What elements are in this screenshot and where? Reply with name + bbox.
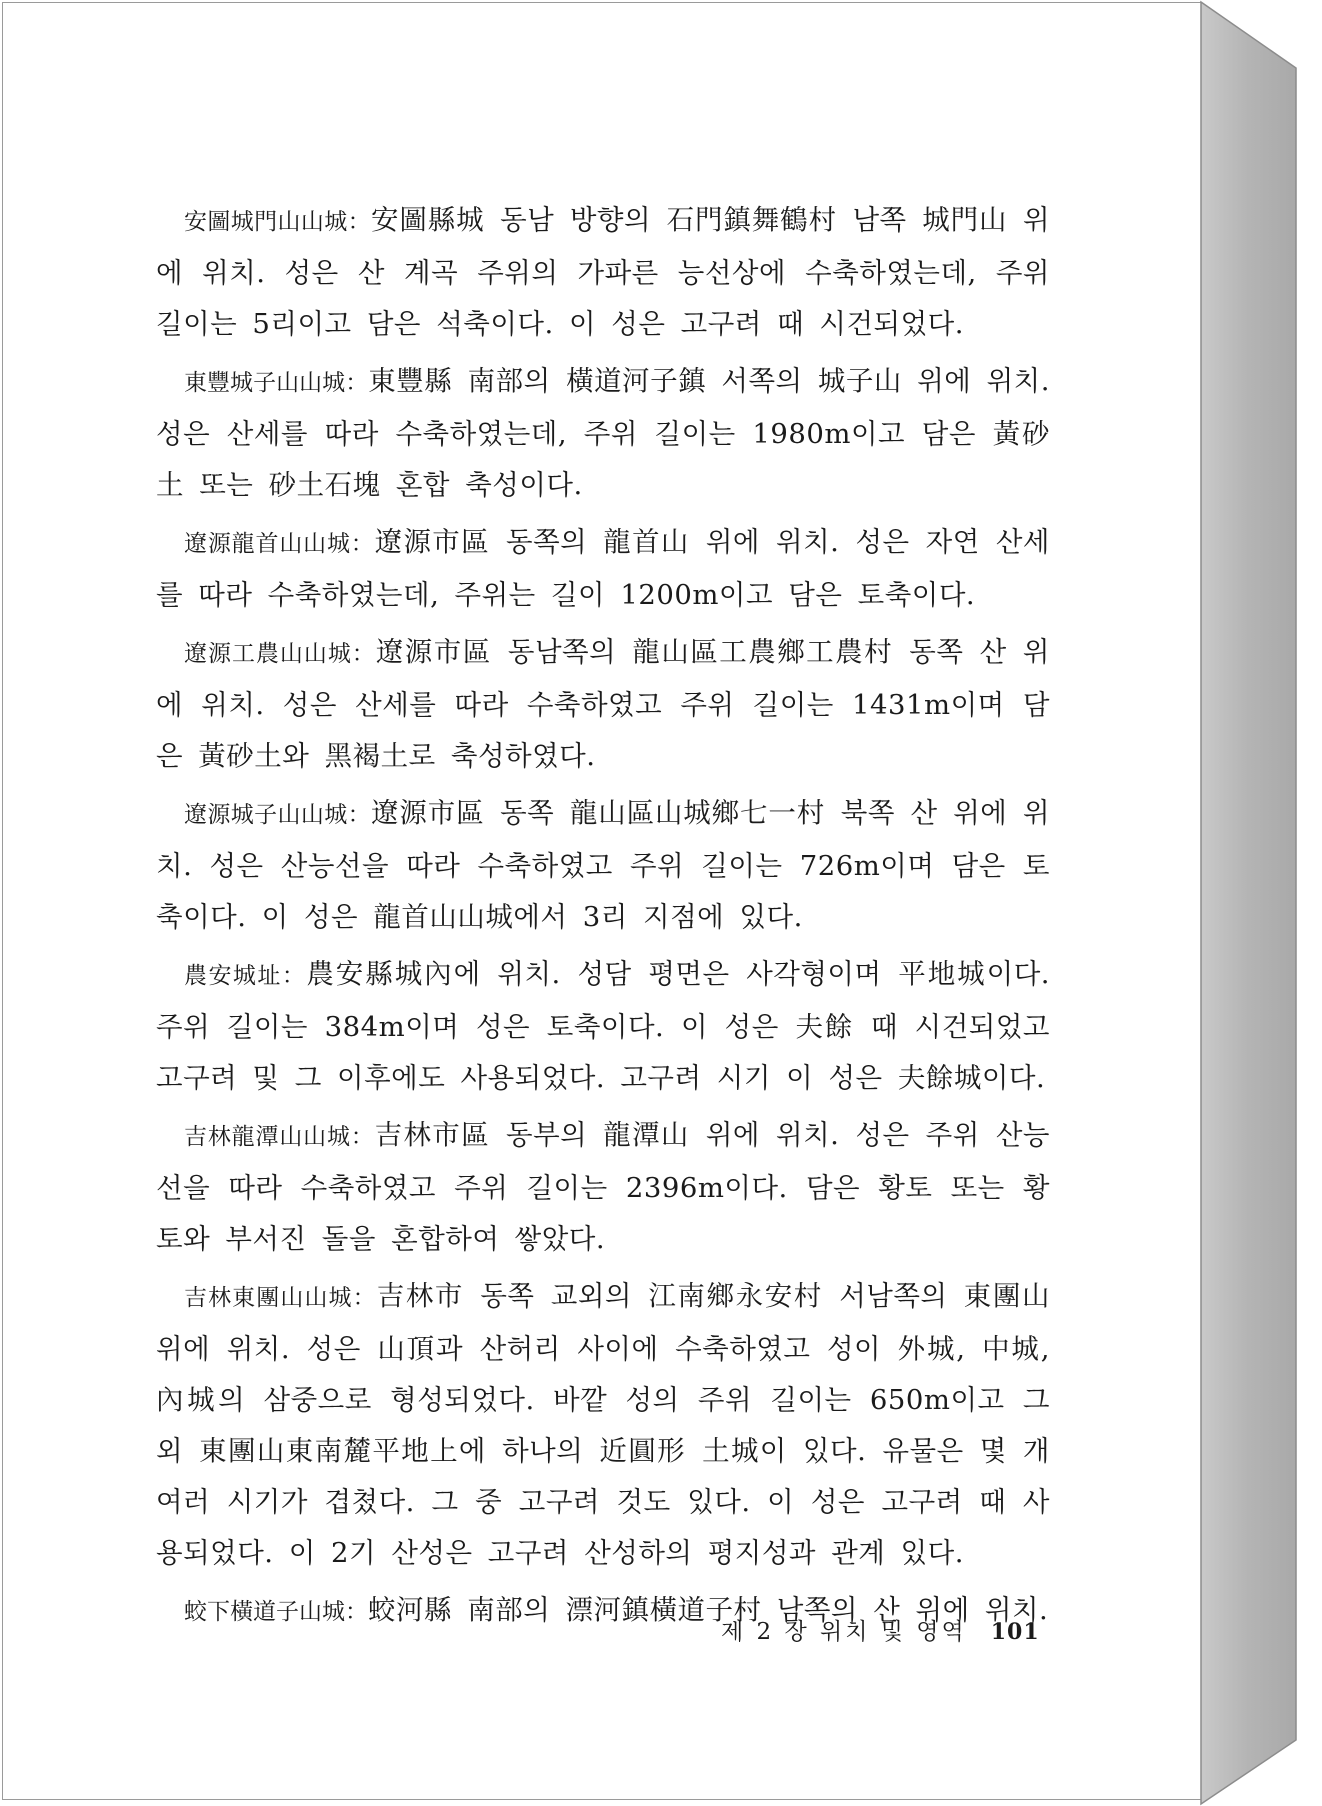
entry-anto-seongmun [156,195,1050,350]
entry-text: 遼源市區 동쪽 龍山區山城鄉七一村 북쪽 산 위에 위치. 성은 산능선을 따라 수축하였고 주위 길이는 726m이며 담은 토축이다. 이 성은 龍首山山城에서 3리 지점에 있다. [156,797,1051,933]
entry-yowon-gongnong [156,627,1050,782]
entry-yowon-yongsu [156,517,1050,621]
entry-text: 東豐縣 南部의 橫道河子鎮 서쪽의 城子山 위에 위치. 성은 산세를 따라 수축하였는데, 주위 길이는 1980m이고 담은 黃砂土 또는 砂土石塊 혼합 축성이다. [156,365,1050,501]
entry-term: 安圖城門山山城： [184,209,371,235]
entry-term: 吉林龍潭山山城： [184,1124,375,1150]
entry-text: 吉林市 동쪽 교외의 江南鄉永安村 서남쪽의 東團山 위에 위치. 성은 山頂과 산허리 사이에 수축하였고 성이 外城, 中城, 內城의 삼중으로 형성되었다. 바깥 성의 주위 길이는 650m이고 그 외 東團山東南麓平地上에 하나의 近圓形 土城이 있다. 유물은 몇 개 여러 시기가 겹쳤다. 그 중 고구려 것도 있다. 이 성은 고구려 때 사용되었다. 이 2기 산성은 고구려 산성하의 평지성과 관계 있다. [156,1280,1050,1569]
entry-term: 農安城址： [184,963,307,989]
entry-text: 蛟河縣 南部의 漂河鎮橫道子村 남쪽의 산 위에 위치. [368,1594,1049,1626]
entry-nongan [156,949,1050,1104]
entry-text: 農安縣城內에 위치. 성담 평면은 사각형이며 平地城이다. 주위 길이는 384m이며 성은 토축이다. 이 성은 夫餘 때 시건되었고 고구려 및 그 이후에도 사용되었다. 고구려 시기 이 성은 夫餘城이다. [156,958,1051,1094]
entry-term: 遼源工農山山城： [184,641,376,667]
book-side-edge [1201,2,1296,1804]
entry-dongpung-seongja [156,356,1050,511]
entry-gilim-yongdam [156,1110,1050,1265]
entry-yowon-seongja [156,788,1050,943]
page [2,2,1202,1800]
text-body [156,195,1050,1644]
entry-term: 遼源城子山山城： [184,802,371,828]
entry-term: 東豐城子山山城： [184,370,369,396]
page-footer [721,1612,1040,1652]
entry-text: 安圖縣城 동남 방향의 石門鎮舞鶴村 남쪽 城門山 위에 위치. 성은 산 계곡 주위의 가파른 능선상에 수축하였는데, 주위 길이는 5리이고 담은 석축이다. 이 성은 고구려 때 시건되었다. [156,204,1051,340]
entry-text: 吉林市區 동부의 龍潭山 위에 위치. 성은 주위 산능선을 따라 수축하였고 주위 길이는 2396m이다. 담은 황토 또는 황토와 부서진 돌을 혼합하여 쌓았다. [156,1119,1050,1255]
entry-term: 吉林東團山山城： [184,1285,377,1311]
entry-term: 遼源龍首山山城： [184,531,375,557]
entry-gilim-dongdan [156,1271,1050,1579]
entry-text: 遼源市區 동쪽의 龍首山 위에 위치. 성은 자연 산세를 따라 수축하였는데, 주위는 길이 1200m이고 담은 토축이다. [156,526,1050,611]
page-number: 101 [990,1619,1040,1645]
entry-text: 遼源市區 동남쪽의 龍山區工農鄉工農村 동쪽 산 위에 위치. 성은 산세를 따라 수축하였고 주위 길이는 1431m이며 담은 黃砂土와 黑褐土로 축성하였다. [156,636,1050,772]
chapter-title: 제 2 장 위치 및 영역 [721,1619,967,1645]
entry-term: 蛟下橫道子山城： [184,1599,368,1625]
